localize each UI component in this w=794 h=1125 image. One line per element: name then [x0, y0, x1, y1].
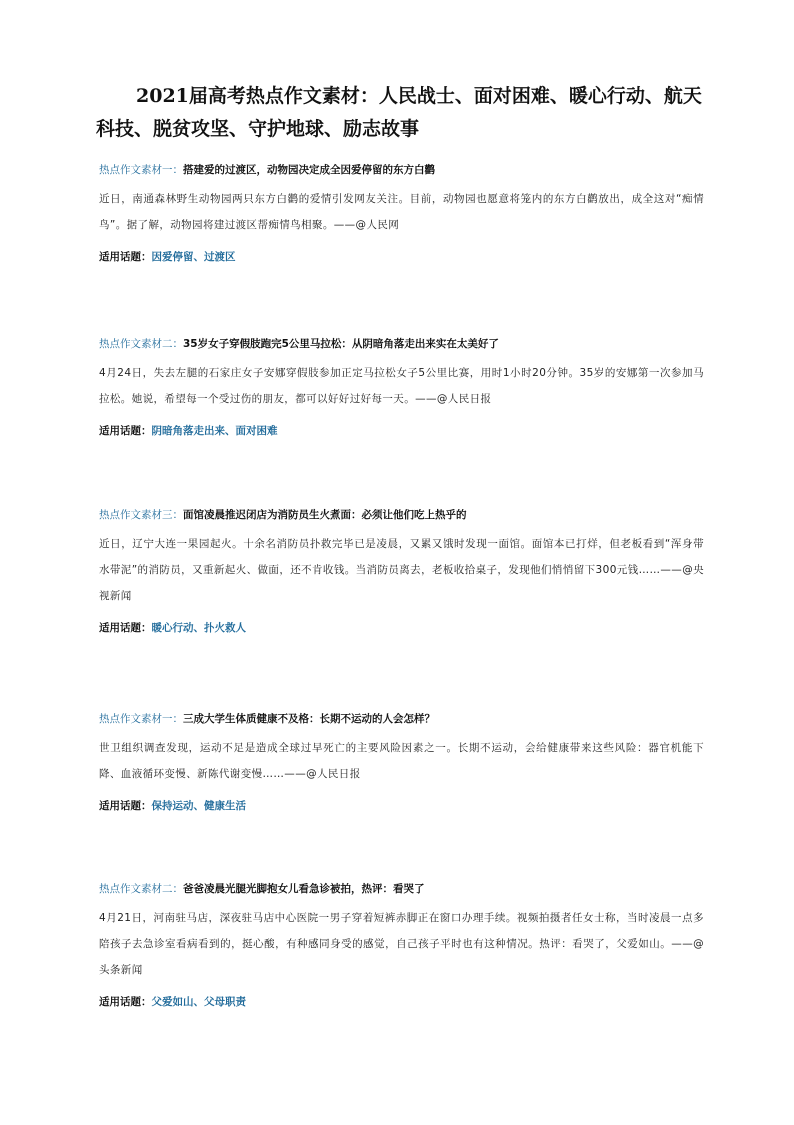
section-heading	[99, 163, 704, 177]
topics-label: 适用话题：	[99, 800, 152, 812]
topics-label: 适用话题：	[99, 425, 152, 437]
material-section-3	[99, 508, 704, 635]
section-headline: 面馆凌晨推迟闭店为消防员生火煮面：必须让他们吃上热乎的	[183, 509, 467, 521]
section-heading	[99, 508, 704, 522]
topics-value: 因爱停留、过渡区	[151, 251, 236, 263]
section-heading	[99, 337, 704, 351]
section-headline: 爸爸凌晨光腿光脚抱女儿看急诊被拍，热评：看哭了	[183, 883, 425, 895]
section-headline: 搭建爱的过渡区，动物园决定成全因爱停留的东方白鹳	[183, 164, 435, 176]
section-label: 热点作文素材二：	[99, 883, 183, 895]
topics-label: 适用话题：	[99, 622, 152, 634]
section-label: 热点作文素材一：	[99, 164, 183, 176]
material-section-2	[99, 337, 704, 438]
section-body: 近日，辽宁大连一果园起火。十余名消防员扑救完毕已是凌晨，又累又饿时发现一面馆。面馆本已打烊，但老板看到“浑身带水带泥”的消防员，又重新起火、做面，还不肯收钱。当消防员离去，老板收拾桌子，发现他们悄悄留下300元钱……——@央视新闻	[99, 538, 704, 602]
section-topics	[99, 995, 704, 1009]
topics-value: 父爱如山、父母职责	[151, 996, 246, 1008]
section-topics	[99, 621, 704, 635]
section-topics	[99, 799, 704, 813]
section-body: 世卫组织调查发现，运动不足是造成全球过早死亡的主要风险因素之一。长期不运动，会给健康带来这些风险：器官机能下降、血液循环变慢、新陈代谢变慢……——@人民日报	[99, 742, 704, 780]
section-heading	[99, 712, 704, 726]
section-label: 热点作文素材二：	[99, 338, 183, 350]
material-section-5	[99, 882, 704, 1009]
section-topics	[99, 424, 704, 438]
topics-label: 适用话题：	[99, 996, 152, 1008]
section-label: 热点作文素材一：	[99, 713, 183, 725]
section-headline: 三成大学生体质健康不及格：长期不运动的人会怎样？	[183, 713, 435, 725]
section-headline: 35岁女子穿假肢跑完5公里马拉松：从阴暗角落走出来实在太美好了	[183, 338, 499, 350]
topics-label: 适用话题：	[99, 251, 152, 263]
page-title: 2021届高考热点作文素材：人民战士、面对困难、暖心行动、航天科技、脱贫攻坚、守护地球、励志故事	[96, 85, 702, 140]
section-body: 4月21日，河南驻马店，深夜驻马店中心医院一男子穿着短裤赤脚正在窗口办理手续。视频拍摄者任女士称，当时凌晨一点多陪孩子去急诊室看病看到的，挺心酸，有种感同身受的感觉，自己孩子平时也有这种情况。热评：看哭了，父爱如山。——@头条新闻	[99, 912, 704, 976]
section-topics	[99, 250, 704, 264]
topics-value: 保持运动、健康生活	[151, 800, 246, 812]
material-section-4	[99, 712, 704, 813]
topics-value: 暖心行动、扑火救人	[151, 622, 246, 634]
material-section-1	[99, 163, 704, 264]
section-label: 热点作文素材三：	[99, 509, 183, 521]
section-heading	[99, 882, 704, 896]
section-body: 4月24日，失去左腿的石家庄女子安娜穿假肢参加正定马拉松女子5公里比赛，用时1小时20分钟。35岁的安娜第一次参加马拉松。她说，希望每一个受过伤的朋友，都可以好好过好每一天。——@人民日报	[99, 367, 704, 405]
section-body: 近日，南通森林野生动物园两只东方白鹳的爱情引发网友关注。目前，动物园也愿意将笼内的东方白鹳放出，成全这对“痴情鸟”。据了解，动物园将建过渡区帮痴情鸟相聚。——@人民网	[99, 193, 704, 231]
topics-value: 阴暗角落走出来、面对困难	[151, 425, 278, 437]
